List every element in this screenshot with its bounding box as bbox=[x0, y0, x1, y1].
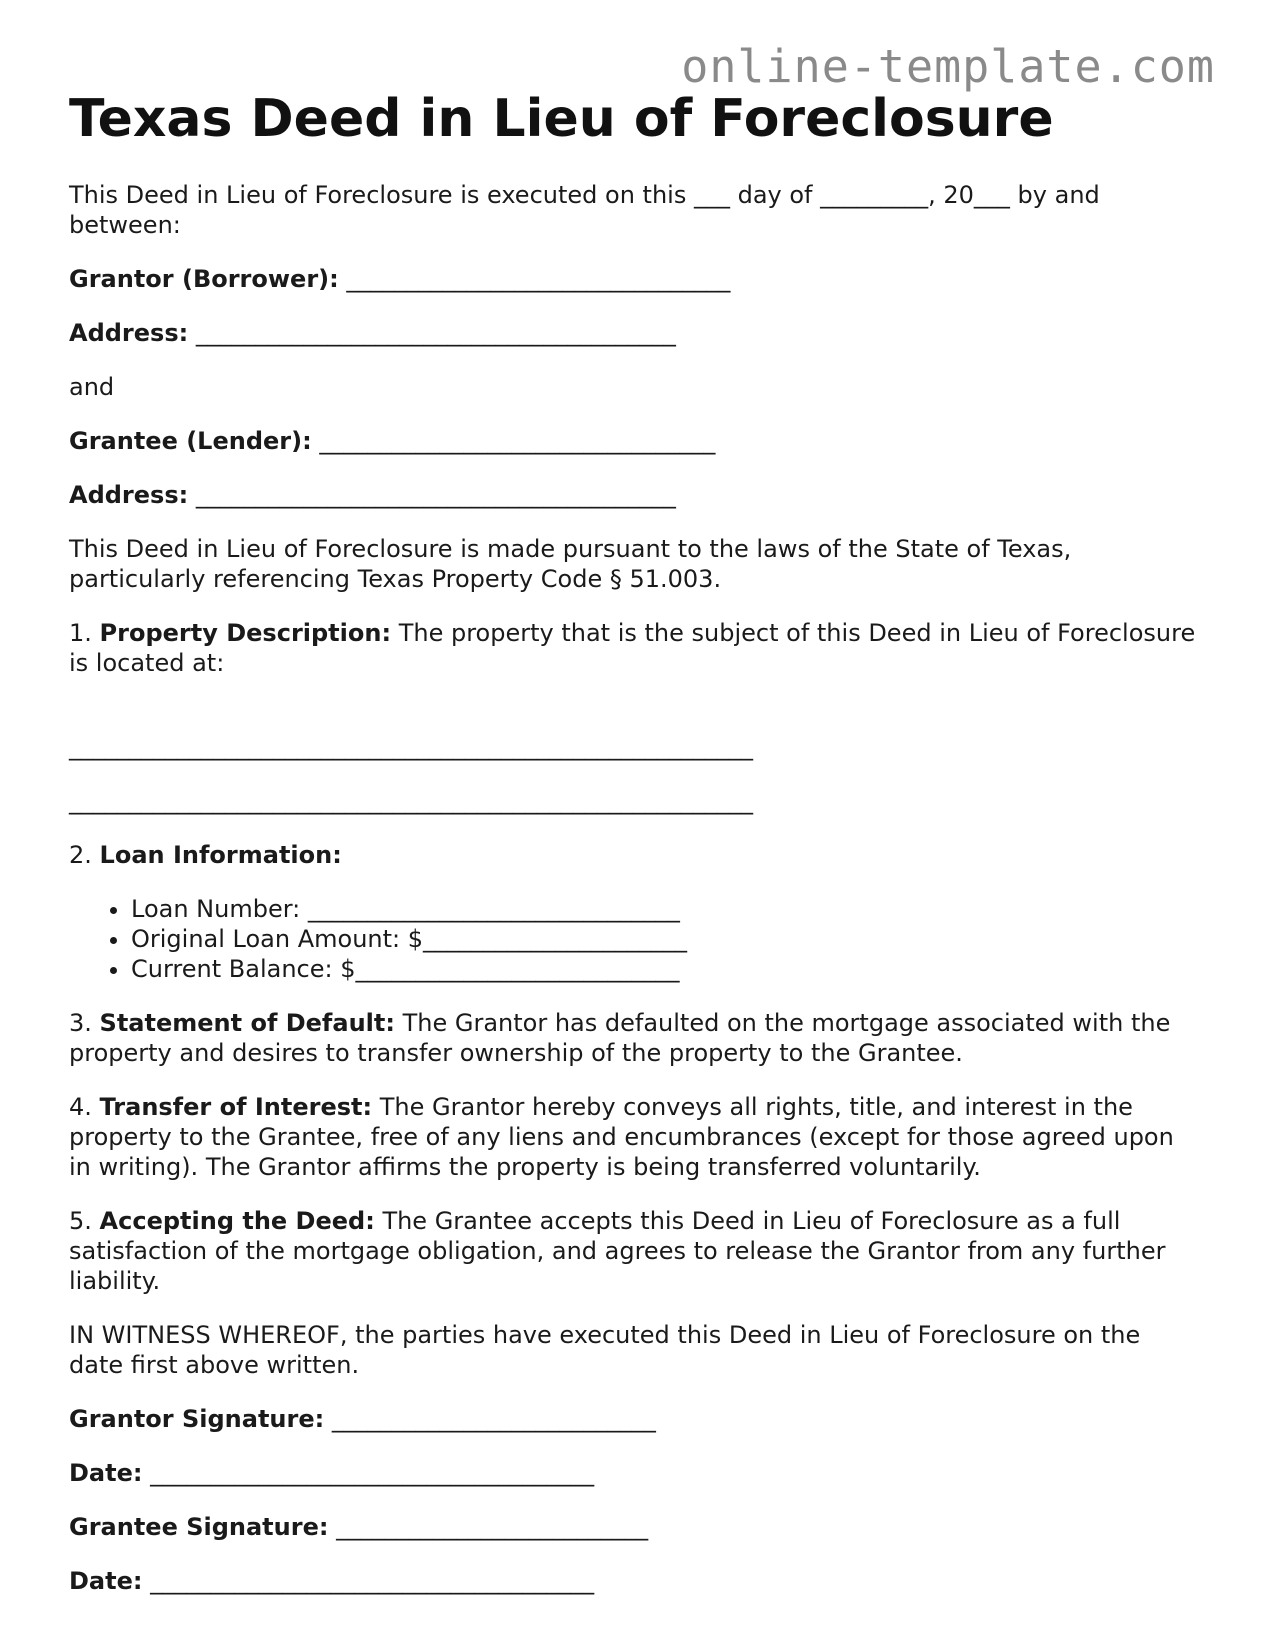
section-number: 2. bbox=[69, 841, 92, 869]
grantee-date-label: Date: bbox=[69, 1567, 143, 1595]
grantor-date-blank[interactable]: _____________________________________ bbox=[150, 1459, 595, 1487]
grantee-signature-label: Grantee Signature: bbox=[69, 1513, 329, 1541]
property-address-line-1[interactable]: _________________________________________________________ bbox=[69, 733, 753, 761]
grantee-date-field bbox=[69, 1566, 1199, 1596]
grantee-blank[interactable]: _________________________________ bbox=[319, 427, 716, 455]
section-body: The Grantor hereby conveys all rights, title, and interest in the property to the Grantee, free of any liens and encumbrances (except for those agreed upon in writing). The Grantor affirms the property is being transferred voluntarily. bbox=[69, 1093, 1174, 1181]
loan-number-item[interactable]: • Loan Number: _______________________________ bbox=[131, 894, 1199, 924]
grantee-address-blank[interactable]: ________________________________________ bbox=[195, 481, 676, 509]
grantee-signature-field bbox=[69, 1512, 1199, 1542]
section-number: 5. bbox=[69, 1207, 92, 1235]
section-heading: Accepting the Deed: bbox=[99, 1207, 375, 1235]
original-loan-amount-item[interactable]: • Original Loan Amount: $______________________ bbox=[131, 924, 1199, 954]
grantor-address-field bbox=[69, 318, 1199, 348]
grantor-field bbox=[69, 264, 1199, 294]
property-address-line-2[interactable]: _________________________________________________________ bbox=[69, 787, 753, 815]
document-page bbox=[69, 88, 1199, 1620]
grantor-address-label: Address: bbox=[69, 319, 189, 347]
grantee-date-blank[interactable]: _____________________________________ bbox=[150, 1567, 595, 1595]
section-heading: Loan Information: bbox=[99, 841, 342, 869]
section-heading: Statement of Default: bbox=[99, 1009, 395, 1037]
pursuant-paragraph: This Deed in Lieu of Foreclosure is made pursuant to the laws of the State of Texas, particularly referencing Texas Property Code § 51.003. bbox=[69, 535, 1072, 593]
section-loan-information bbox=[69, 840, 1199, 870]
grantee-signature-blank[interactable]: __________________________ bbox=[336, 1513, 649, 1541]
section-number: 1. bbox=[69, 619, 92, 647]
loan-info-list bbox=[69, 894, 1199, 984]
section-transfer-of-interest bbox=[69, 1092, 1199, 1182]
grantee-field bbox=[69, 426, 1199, 456]
grantee-label: Grantee (Lender): bbox=[69, 427, 312, 455]
document-title: Texas Deed in Lieu of Foreclosure bbox=[69, 89, 1054, 149]
and-text: and bbox=[69, 373, 115, 401]
grantee-address-label: Address: bbox=[69, 481, 189, 509]
section-heading: Transfer of Interest: bbox=[99, 1093, 373, 1121]
grantor-signature-field bbox=[69, 1404, 1199, 1434]
grantor-address-blank[interactable]: ________________________________________ bbox=[195, 319, 676, 347]
grantee-address-field bbox=[69, 480, 1199, 510]
watermark: online-template.com bbox=[681, 40, 1215, 93]
section-body: The Grantee accepts this Deed in Lieu of Foreclosure as a full satisfaction of the mortgage obligation, and agrees to release the Grantor from any further liability. bbox=[69, 1207, 1166, 1295]
grantor-date-label: Date: bbox=[69, 1459, 143, 1487]
grantor-label: Grantor (Borrower): bbox=[69, 265, 339, 293]
section-number: 3. bbox=[69, 1009, 92, 1037]
section-body: The Grantor has defaulted on the mortgage associated with the property and desires to transfer ownership of the property to the Grantee. bbox=[69, 1009, 1171, 1067]
section-number: 4. bbox=[69, 1093, 92, 1121]
intro-paragraph: This Deed in Lieu of Foreclosure is executed on this ___ day of _________, 20___ by and between: bbox=[69, 181, 1100, 239]
section-property-description bbox=[69, 618, 1199, 678]
grantor-signature-blank[interactable]: ___________________________ bbox=[331, 1405, 656, 1433]
grantor-blank[interactable]: ________________________________ bbox=[346, 265, 731, 293]
section-body: The property that is the subject of this Deed in Lieu of Foreclosure is located at: bbox=[69, 619, 1196, 677]
grantor-signature-label: Grantor Signature: bbox=[69, 1405, 325, 1433]
witness-paragraph: IN WITNESS WHEREOF, the parties have executed this Deed in Lieu of Foreclosure on the date first above written. bbox=[69, 1321, 1141, 1379]
grantor-date-field bbox=[69, 1458, 1199, 1488]
section-heading: Property Description: bbox=[99, 619, 392, 647]
current-balance-item[interactable]: • Current Balance: $___________________________ bbox=[131, 954, 1199, 984]
section-accepting-the-deed bbox=[69, 1206, 1199, 1296]
section-statement-of-default bbox=[69, 1008, 1199, 1068]
